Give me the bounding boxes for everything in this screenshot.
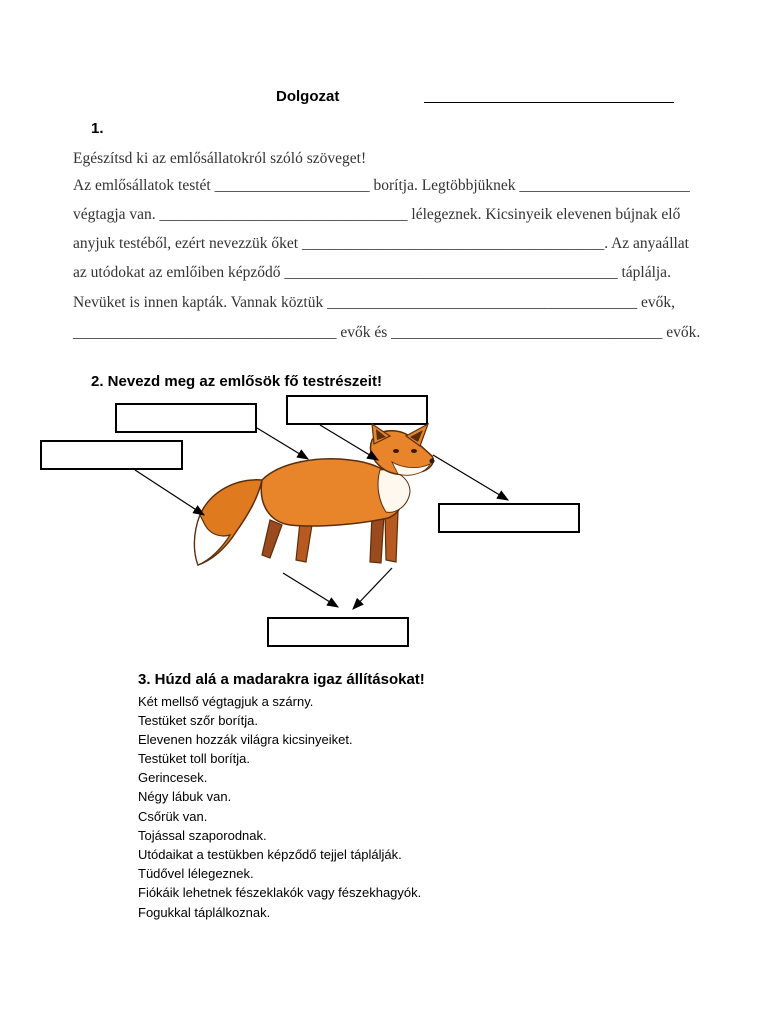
statement-10[interactable]: Tüdővel lélegeznek.: [138, 866, 254, 881]
statement-4[interactable]: Testüket toll borítja.: [138, 751, 250, 766]
task1-instruction: Egészítsd ki az emlősállatokról szóló szöveget!: [73, 150, 367, 167]
statement-3[interactable]: Elevenen hozzák világra kicsinyeiket.: [138, 732, 353, 747]
task1-line-2: végtagja van. ________________________________ lélegeznek. Kicsinyeik elevenen bújnak elő: [73, 206, 681, 223]
statement-9[interactable]: Utódaikat a testükben képződő tejjel táplálják.: [138, 847, 402, 862]
arrow-tail: [135, 470, 204, 515]
arrow-back: [257, 428, 308, 459]
arrow-neck: [320, 425, 378, 460]
statement-6[interactable]: Négy lábuk van.: [138, 789, 232, 804]
statement-11[interactable]: Fiókáik lehetnek fészeklakók vagy fészekhagyók.: [138, 885, 422, 900]
task1-line-5: Nevüket is innen kapták. Vannak köztük ________________________________________ evők,: [73, 294, 675, 311]
statement-1[interactable]: Két mellső végtagjuk a szárny.: [138, 694, 314, 709]
arrow-back-leg: [283, 573, 338, 607]
statement-5[interactable]: Gerincesek.: [138, 770, 208, 785]
task2-heading: 2. Nevezd meg az emlősök fő testrészeit!: [91, 373, 382, 390]
arrow-head: [433, 455, 508, 500]
arrow-front-leg: [353, 568, 392, 609]
statement-8[interactable]: Tojással szaporodnak.: [138, 828, 267, 843]
task1-line-6: __________________________________ evők és ___________________________________ evők.: [73, 324, 701, 341]
task1-line-4: az utódokat az emlőiben képződő ___________________________________________ táplálja.: [73, 264, 671, 281]
page-title: Dolgozat: [276, 88, 340, 105]
statement-7[interactable]: Csőrük van.: [138, 809, 208, 824]
statement-2[interactable]: Testüket szőr borítja.: [138, 713, 258, 728]
task1-line-1: Az emlősállatok testét ____________________ borítja. Legtöbbjüknek ______________________: [73, 177, 690, 194]
statement-12[interactable]: Fogukkal táplálkoznak.: [138, 905, 271, 920]
task1-number: 1.: [91, 120, 104, 137]
task1-line-3: anyjuk testéből, ezért nevezzük őket _______________________________________. Az anyaállat: [73, 235, 689, 252]
task3-heading: 3. Húzd alá a madarakra igaz állításokat!: [138, 671, 425, 688]
